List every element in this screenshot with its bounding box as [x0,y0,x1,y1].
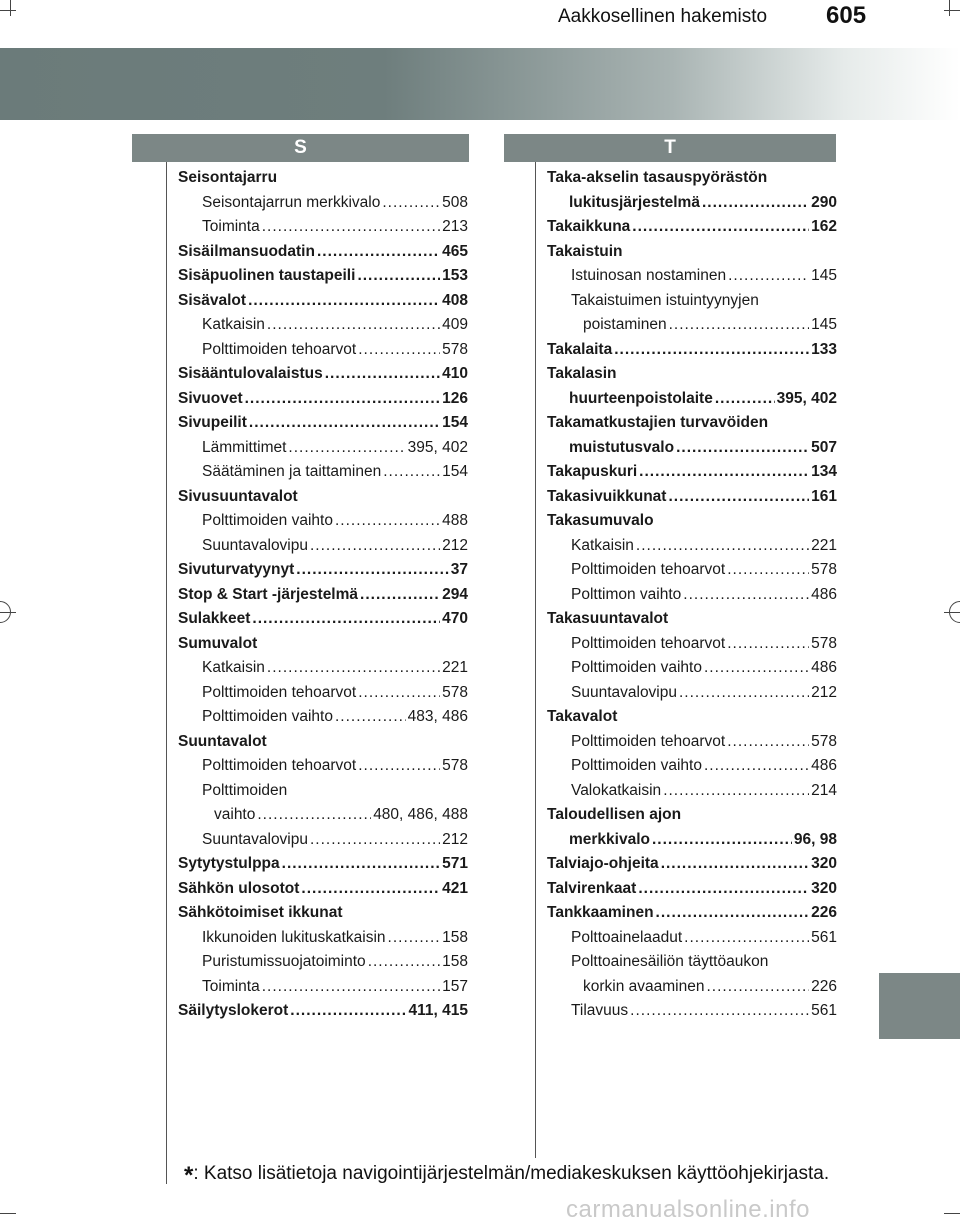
page-reference: 578 [442,683,468,701]
page-reference: 486 [811,585,837,603]
index-entry [178,877,468,902]
index-entry [547,607,837,632]
dot-leader [661,852,809,877]
index-entry [178,607,468,632]
index-term: Tankkaaminen [547,904,654,921]
dot-leader [668,485,809,510]
page-reference: 409 [442,316,468,333]
index-term: Takamatkustajien turvavöiden [547,414,769,431]
index-entry [178,999,468,1024]
index-entry [569,191,837,216]
index-term: poistaminen [583,316,667,333]
index-entry [571,681,837,706]
section-header-t: T [504,134,836,162]
index-entry [202,705,468,730]
page-reference: 145 [811,267,837,284]
index-entry [202,926,468,951]
index-entry [202,460,468,485]
index-term: Takalasin [547,365,617,382]
index-term: Lämmittimet [202,438,287,456]
index-term: Sisäilmansuodatin [178,242,315,260]
dot-leader [325,362,440,387]
page-reference: 483, 486 [407,708,468,725]
column-divider [166,162,167,1184]
page-reference: 578 [811,561,837,578]
index-entry [571,264,837,289]
index-term: Suuntavalovipu [202,830,308,848]
index-term: Sisääntulovalaistus [178,365,323,382]
index-term: Takavalot [547,708,618,725]
index-entry [569,828,837,853]
dot-leader [301,877,440,902]
dot-leader [632,215,809,240]
index-term: Taloudellisen ajon [547,806,682,823]
index-entry [202,975,468,1000]
index-entry [202,338,468,363]
thumb-tab [879,973,960,1039]
index-term: Polttimoiden tehoarvot [202,757,357,774]
page-reference: 126 [442,389,468,407]
page-reference: 214 [811,781,837,799]
page-reference: 158 [442,928,468,946]
page-reference: 162 [811,218,837,235]
footnote-star: * [184,1162,194,1189]
index-entry [178,387,468,412]
index-entry [202,191,468,216]
index-term: Seisontajarru [178,169,278,186]
dot-leader [702,191,809,216]
index-term: Polttimoiden [202,781,288,799]
index-term: Sisävalot [178,291,247,309]
section-header-s: S [132,134,469,162]
index-entry [202,656,468,681]
dot-leader [388,926,441,951]
dot-leader [357,264,440,289]
index-entry [547,852,837,877]
page-reference: 161 [811,487,837,505]
index-entry [547,705,837,730]
page-reference: 395, 402 [407,438,468,456]
index-term: Seisontajarrun merkkivalo [202,193,381,211]
index-entry [178,362,468,387]
index-entry [547,877,837,902]
index-entry [202,754,468,779]
page-reference: 294 [442,585,468,603]
index-term: Katkaisin [571,536,634,554]
header-band [0,48,960,120]
dot-leader [262,975,440,1000]
dot-leader [358,754,440,779]
index-term: Katkaisin [202,659,265,676]
dot-leader [290,999,406,1024]
crop-mark [944,612,960,613]
index-term: Sulakkeet [178,610,251,627]
page-reference: 212 [811,683,837,701]
dot-leader [317,240,440,265]
dot-leader [728,264,809,289]
page-reference: 488 [442,512,468,529]
page-reference: 133 [811,340,837,358]
dot-leader [630,999,809,1024]
dot-leader [663,779,809,804]
index-entry [202,436,468,461]
index-term: Takalaita [547,340,613,358]
dot-leader [252,607,440,632]
index-entry [547,485,837,510]
dot-leader [638,877,809,902]
page-reference: 157 [442,977,468,995]
index-entry [202,828,468,853]
dot-leader [358,681,440,706]
page-reference: 421 [442,879,468,897]
page-reference: 395, 402 [776,389,837,407]
dot-leader [296,558,448,583]
dot-leader [636,534,809,559]
index-entry [178,166,468,191]
index-term: Sivupeilit [178,414,247,431]
page-reference: 290 [811,193,837,211]
index-term: Polttimoiden tehoarvot [571,634,726,652]
index-term: muistutusvalo [569,438,675,456]
index-entry [202,313,468,338]
index-term: Sisäpuolinen taustapeili [178,267,356,284]
dot-leader [257,803,371,828]
index-entry [547,240,837,265]
index-entry [178,583,468,608]
index-term: Suuntavalovipu [202,536,308,554]
index-term: Taka-akselin tasauspyörästön [547,169,768,186]
page-reference: 578 [442,340,468,358]
dot-leader [684,926,809,951]
index-entry [202,509,468,534]
dot-leader [614,338,809,363]
index-term: Sähkötoimiset ikkunat [178,904,343,921]
index-entry [569,387,837,412]
index-entry [547,166,837,191]
index-entry [178,558,468,583]
index-term: Polttoainesäiliön täyttöaukon [571,953,769,970]
index-entry [202,534,468,559]
index-entry [547,411,837,436]
index-term: Suuntavalovipu [571,683,677,701]
dot-leader [639,460,809,485]
index-entry [202,215,468,240]
index-term: Polttimoiden tehoarvot [571,561,726,578]
index-entry [571,583,837,608]
index-entry [571,999,837,1024]
page-reference: 212 [442,830,468,848]
page-reference: 480, 486, 488 [373,806,468,823]
page-reference: 158 [442,953,468,970]
dot-leader [679,681,809,706]
index-term: Takasumuvalo [547,512,654,529]
page-header [0,0,960,40]
index-entry [178,240,468,265]
index-entry [571,656,837,681]
page-reference: 154 [442,463,468,480]
dot-leader [382,191,440,216]
index-term: Sumuvalot [178,634,258,652]
dot-leader [704,656,809,681]
page-reference: 508 [442,193,468,211]
index-term: Tilavuus [571,1002,629,1019]
index-entry [547,901,837,926]
footnote [184,1162,829,1190]
index-term: Sivuturvatyynyt [178,561,295,578]
dot-leader [358,338,440,363]
dot-leader [368,950,440,975]
index-entry [178,852,468,877]
dot-leader [383,460,440,485]
index-column-left [178,166,468,1024]
dot-leader [335,509,440,534]
index-term: Säätäminen ja taittaminen [202,463,382,480]
index-term: Polttimoiden vaihto [202,708,333,725]
index-term: Sivusuuntavalot [178,487,298,505]
index-entry [214,803,468,828]
index-term: Polttoainelaadut [571,928,683,946]
index-entry [571,534,837,559]
index-term: Takaikkuna [547,218,631,235]
index-term: Takapuskuri [547,463,638,480]
index-entry [202,681,468,706]
index-term: Takasivuikkunat [547,487,667,505]
index-term: huurteenpoistolaite [569,389,713,407]
page-reference: 154 [442,414,468,431]
index-entry [178,485,468,510]
page-reference: 221 [811,536,837,554]
index-term: Polttimon vaihto [571,585,682,603]
dot-leader [245,387,441,412]
page-reference: 571 [442,855,468,872]
dot-leader [727,632,809,657]
page-reference: 408 [442,291,468,309]
index-entry [547,460,837,485]
index-entry [178,411,468,436]
index-entry [571,754,837,779]
dot-leader [652,828,792,853]
index-entry [571,289,837,314]
index-entry [569,436,837,461]
index-entry [571,926,837,951]
page-reference: 221 [442,659,468,676]
index-term: Takaistuin [547,242,623,260]
index-entry [571,779,837,804]
dot-leader [267,313,440,338]
dot-leader [676,436,809,461]
index-entry [178,901,468,926]
page-reference: 226 [811,904,837,921]
dot-leader [248,289,440,314]
page-reference: 578 [442,757,468,774]
index-entry [571,558,837,583]
page-reference: 486 [811,659,837,676]
index-term: Suuntavalot [178,732,267,750]
crop-mark [0,1213,16,1214]
index-term: Polttimoiden tehoarvot [202,683,357,701]
crop-mark [0,612,16,613]
index-column-right [547,166,837,1024]
index-entry [202,950,468,975]
index-entry [202,779,468,804]
index-entry [547,215,837,240]
index-entry [178,289,468,314]
page-reference: 37 [450,561,468,578]
page-reference: 578 [811,732,837,750]
index-entry [178,730,468,755]
index-term: Polttimoiden tehoarvot [571,732,726,750]
page-reference: 486 [811,757,837,774]
page-reference: 411, 415 [408,1002,468,1019]
dot-leader [704,754,809,779]
page-reference: 465 [442,242,468,260]
index-entry [571,730,837,755]
index-entry [583,313,837,338]
dot-leader [267,656,440,681]
footnote-text: : Katso lisätietoja navigointijärjestelmän/mediakeskuksen käyttöohjekirjasta. [193,1163,830,1184]
page-reference: 578 [811,634,837,652]
index-entry [547,338,837,363]
index-entry [178,632,468,657]
index-term: Polttimoiden tehoarvot [202,340,357,358]
page-reference: 320 [811,879,837,897]
page-reference: 470 [442,610,468,627]
dot-leader [706,975,809,1000]
dot-leader [282,852,440,877]
index-entry [547,509,837,534]
index-term: Katkaisin [202,316,265,333]
page-reference: 96, 98 [793,830,837,848]
index-term: Säilytyslokerot [178,1002,289,1019]
crop-mark [944,1213,960,1214]
index-entry [583,975,837,1000]
page-reference: 320 [811,855,837,872]
page-number: 605 [826,2,867,29]
index-entry [571,950,837,975]
index-term: Talvirenkaat [547,879,637,897]
column-divider [535,162,536,1158]
index-term: Polttimoiden vaihto [571,659,702,676]
dot-leader [727,730,809,755]
page-reference: 212 [442,536,468,554]
page-reference: 145 [811,316,837,333]
index-term: Istuinosan nostaminen [571,267,727,284]
page-reference: 507 [811,438,837,456]
page-reference: 134 [811,463,837,480]
index-term: Talviajo-ohjeita [547,855,659,872]
index-term: Ikkunoiden lukituskatkaisin [202,928,386,946]
index-term: Polttimoiden vaihto [571,757,702,774]
page-reference: 561 [811,1002,837,1019]
index-term: Toiminta [202,977,260,995]
index-term: Takaistuimen istuintyynyjen [571,291,759,309]
dot-leader [335,705,406,730]
dot-leader [683,583,809,608]
dot-leader [669,313,810,338]
dot-leader [288,436,405,461]
index-term: vaihto [214,806,256,823]
index-term: lukitusjärjestelmä [569,193,700,211]
dot-leader [249,411,440,436]
index-entry [178,264,468,289]
page-reference: 153 [442,267,468,284]
index-term: korkin avaaminen [583,977,705,995]
index-term: Stop & Start -järjestelmä [178,585,359,603]
dot-leader [262,215,440,240]
index-entry [571,632,837,657]
page-reference: 226 [811,977,837,995]
index-term: Sivuovet [178,389,243,407]
index-term: Puristumissuojatoiminto [202,953,366,970]
page-reference: 410 [442,365,468,382]
dot-leader [727,558,809,583]
page-reference: 213 [442,218,468,235]
index-term: Polttimoiden vaihto [202,512,333,529]
page-title: Aakkosellinen hakemisto [558,6,768,27]
index-term: Valokatkaisin [571,781,662,799]
index-term: merkkivalo [569,830,650,848]
dot-leader [310,534,440,559]
watermark: carmanualsonline.info [566,1196,810,1223]
dot-leader [715,387,775,412]
index-term: Sytytystulppa [178,855,280,872]
index-term: Takasuuntavalot [547,610,669,627]
page-reference: 561 [811,928,837,946]
dot-leader [360,583,440,608]
index-term: Toiminta [202,218,260,235]
dot-leader [310,828,440,853]
dot-leader [656,901,810,926]
index-term: Sähkön ulosotot [178,879,300,897]
index-entry [547,362,837,387]
index-entry [547,803,837,828]
